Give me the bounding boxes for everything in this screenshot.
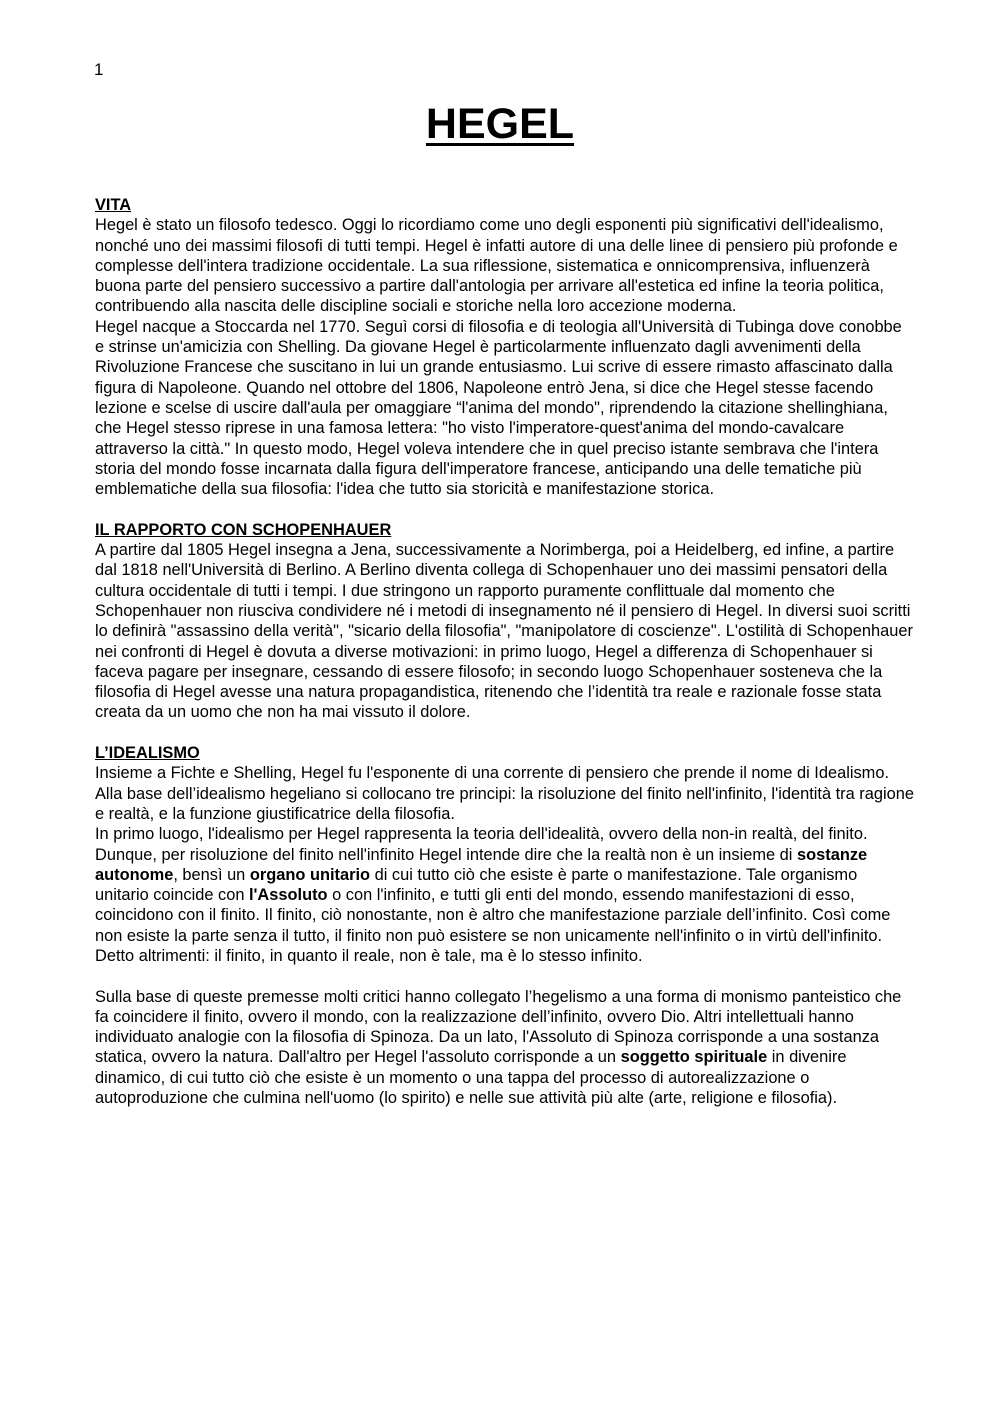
- section-idealismo: [95, 743, 915, 1108]
- document-title: HEGEL: [425, 100, 575, 148]
- text-run: in divenire dinamico, di cui tutto ciò che esiste è un momento o una tappa del processo di autorealizzazione o autoproduzione che culmina nell'uomo (lo spirito) e nelle sue attività più alte (arte, religione e filosofia).: [95, 1048, 847, 1108]
- text-run: In primo luogo, l'idealismo per Hegel rappresenta la teoria dell'idealità, ovvero della non-in realtà, del finito. Dunque, per risoluzione del finito nell'infinito Hegel intende dire che la realtà non è un insieme di: [95, 825, 868, 864]
- bold-term: sostanze autonome: [95, 845, 868, 884]
- paragraph: A partire dal 1805 Hegel insegna a Jena, successivamente a Norimberga, poi a Heidelberg, ed infine, a partire dal 1818 nell'Università di Berlino. A Berlino diventa collega di Schopenhauer uno dei massimi pensatori della cultura occidentale di tutti i tempi. I due stringono un rapporto puramente conflittuale dal momento che Schopenhauer non riusciva condividere né i metodi di insegnamento né il pensiero di Hegel. In diversi suoi scritti lo definirà "assassino della verità", "sicario della filosofia", "manipolatore di coscienze". L'ostilità di Schopenhauer nei confronti di Hegel è dovuta a diverse motivazioni: in primo luogo, Hegel a differenza di Schopenhauer si faceva pagare per insegnare, cessando di essere filosofo; in secondo luogo Schopenhauer sosteneva che la filosofia di Hegel avesse una natura propagandistica, ritenendo che l’identità tra reale e razionale fosse stata creata da un uomo che non ha mai vissuto il dolore.: [95, 541, 913, 722]
- section-heading: IL RAPPORTO CON SCHOPENHAUER: [95, 520, 392, 539]
- text-run: o con l'infinito, e tutti gli enti del mondo, essendo manifestazioni di esso, coincidono con il finito. Il finito, ciò nonostante, non è altro che manifestazione parziale dell’infinito. Così come non esiste la parte senza il tutto, il finito non può esistere se non unicamente nell'infinito o in virtù dell'infinito. Detto altrimenti: il finito, in quanto il reale, non è tale, ma è lo stesso infinito.: [95, 886, 891, 965]
- bold-term: soggetto spirituale: [620, 1048, 768, 1067]
- section-heading: L’IDEALISMO: [95, 744, 200, 763]
- paragraph: [95, 824, 915, 966]
- section-vita: [95, 195, 915, 499]
- text-run: Sulla base di queste premesse molti critici hanno collegato l’hegelismo a una forma di monismo panteistico che fa coincidere il finito, ovvero il mondo, con la realizzazione dell’infinito, ovvero Dio. Altri intellettuali hanno individuato analogie con la filosofia di Spinoza. Da un lato, l'Assoluto di Spinoza corrisponde a una sostanza statica, ovvero la natura. Dall'altro per Hegel l'assoluto corrisponde a un: [95, 987, 902, 1067]
- paragraph: Insieme a Fichte e Shelling, Hegel fu l'esponente di una corrente di pensiero che prende il nome di Idealismo. Alla base dell’idealismo hegeliano si collocano tre principi: la risoluzione del finito nell'infinito, l'identità tra ragione e realtà, e la funzione giustificatrice della filosofia.: [95, 764, 914, 823]
- bold-term: organo unitario: [249, 865, 371, 884]
- bold-term: l'Assoluto: [248, 886, 328, 905]
- text-run: di cui tutto ciò che esiste è parte o manifestazione. Tale organismo unitario coincide con: [95, 865, 858, 905]
- paragraph: Hegel è stato un filosofo tedesco. Oggi lo ricordiamo come uno degli esponenti più significativi dell'idealismo, nonché uno dei massimi filosofi di tutti tempi. Hegel è infatti autore di una delle linee di pensiero più profonde e complesse dell'intera tradizione occidentale. La sua riflessione, sistematica e onnicomprensiva, influenzerà buona parte del pensiero successivo a partire dall'antologia per arrivare all'estetica ed infine la teoria politica, contribuendo alla nascita delle discipline sociali e storiche nella loro accezione moderna.: [95, 216, 898, 316]
- document-body: [95, 195, 915, 1129]
- paragraph: [95, 987, 915, 1109]
- section-rapporto-schopenhauer: [95, 520, 915, 723]
- text-run: , bensì un: [173, 865, 250, 884]
- page-number: 1: [94, 60, 104, 79]
- section-heading: VITA: [95, 196, 132, 214]
- paragraph: Hegel nacque a Stoccarda nel 1770. Seguì corsi di filosofia e di teologia all'Università di Tubinga dove conobbe e strinse un'amicizia con Shelling. Da giovane Hegel è particolarmente influenzato dagli avvenimenti della Rivoluzione Francese che suscitano in lui un grande entusiasmo. Lui scrive di essere rimasto affascinato dalla figura di Napoleone. Quando nel ottobre del 1806, Napoleone entrò Jena, si dice che Hegel stesse facendo lezione e scelse di uscire dall'aula per omaggiare “l'anima del mondo", riprendendo la citazione shellinghiana, che Hegel stesso riprese in una famosa lettera: "ho visto l'imperatore-quest'anima del mondo-cavalcare attraverso la città." In questo modo, Hegel voleva intendere che in quel preciso istante sembrava che l'intera storia del mondo fosse incarnata dalla figura dell'imperatore francese, anticipando una delle tematiche più emblematiche della sua filosofia: l'idea che tutto sia storicità e manifestazione storica.: [95, 317, 902, 499]
